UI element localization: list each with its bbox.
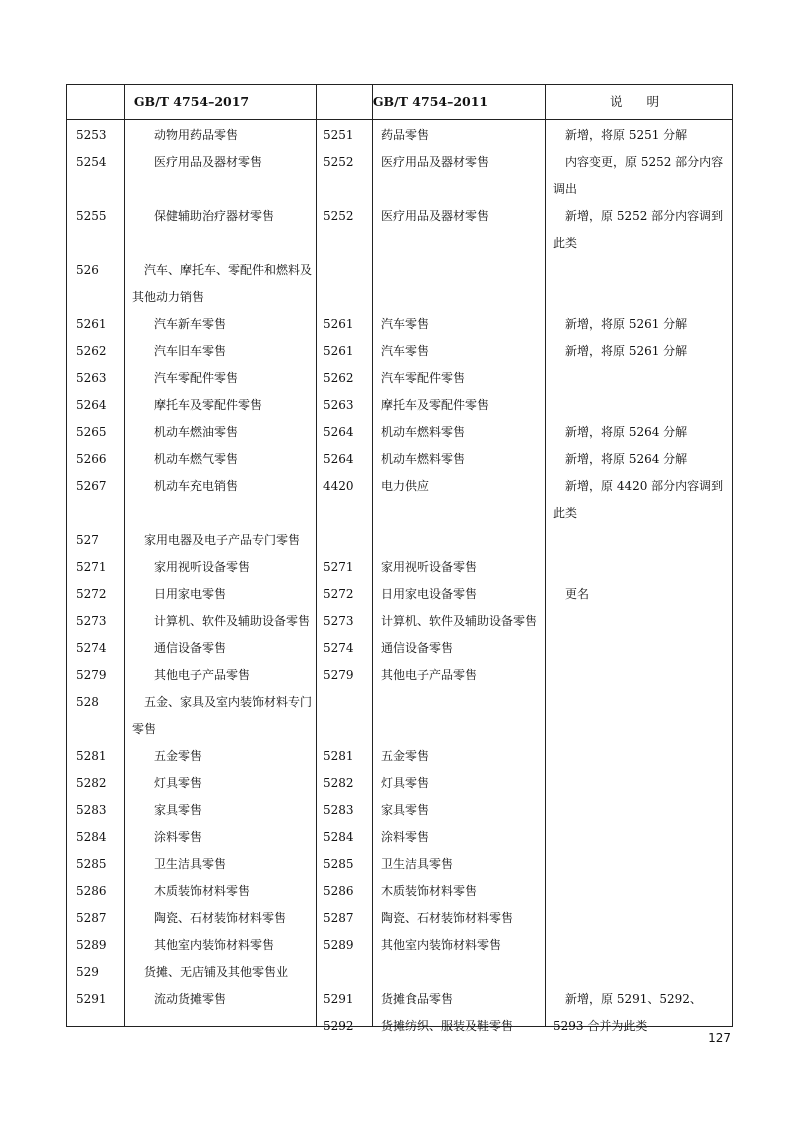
cell-code-2011: 5282 [323, 776, 354, 790]
cell-code-2011: 5279 [323, 668, 354, 682]
cell-code-2011: 5252 [323, 209, 354, 223]
cell-note: 新增，将原 5264 分解 [565, 425, 688, 439]
cell-code-2011: 5283 [323, 803, 354, 817]
cell-note: 新增，原 5252 部分内容调到此类 [553, 209, 724, 250]
cell-name-2011: 家用视听设备零售 [381, 560, 478, 574]
cell-code-2017: 529 [76, 965, 99, 979]
cell-code-2017: 5253 [76, 128, 107, 142]
cell-code-2017: 528 [76, 695, 99, 709]
cell-code-2017: 5272 [76, 587, 107, 601]
cell-note: 新增，将原 5264 分解 [565, 452, 688, 466]
cell-name-2011: 卫生洁具零售 [381, 857, 454, 871]
cell-name-2011: 其他电子产品零售 [381, 668, 478, 682]
cell-code-2017: 5286 [76, 884, 107, 898]
cell-code-2017: 5267 [76, 479, 107, 493]
cell-code-2017: 5254 [76, 155, 107, 169]
cell-code-2017: 5284 [76, 830, 107, 844]
cell-name-2011: 货摊食品零售 [381, 992, 454, 1006]
cell-name-2017: 五金零售 [154, 749, 203, 763]
page-number: 127 [708, 1031, 731, 1045]
cell-name-2011: 医疗用品及器材零售 [381, 155, 490, 169]
cell-name-2011: 汽车零配件零售 [381, 371, 466, 385]
cell-name-2017: 流动货摊零售 [154, 992, 227, 1006]
header-gb-2011: GB/T 4754–2011 [372, 94, 489, 109]
cell-code-2017: 5274 [76, 641, 107, 655]
cell-name-2011: 计算机、软件及辅助设备零售 [381, 614, 538, 628]
cell-code-2017: 5271 [76, 560, 107, 574]
cell-name-2011: 机动车燃料零售 [381, 452, 466, 466]
cell-name-2017: 汽车零配件零售 [154, 371, 239, 385]
cell-name-2017: 医疗用品及器材零售 [154, 155, 263, 169]
cell-code-2011: 5286 [323, 884, 354, 898]
cell-name-2011: 通信设备零售 [381, 641, 454, 655]
cell-code-2011: 5271 [323, 560, 354, 574]
cell-name-2011: 摩托车及零配件零售 [381, 398, 490, 412]
cell-name-2017: 货摊、无店铺及其他零售业 [144, 965, 289, 979]
cell-code-2011: 5281 [323, 749, 354, 763]
cell-code-2017: 5264 [76, 398, 107, 412]
cell-name-2011: 汽车零售 [381, 344, 430, 358]
cell-note: 新增，原 5291、5292、5293 合并为此类 [553, 992, 702, 1033]
cell-code-2011: 5264 [323, 452, 354, 466]
cell-code-2017: 5289 [76, 938, 107, 952]
cell-name-2017: 卫生洁具零售 [154, 857, 227, 871]
cell-name-2017: 机动车充电销售 [154, 479, 239, 493]
cell-name-2017: 汽车旧车零售 [154, 344, 227, 358]
cell-code-2017: 527 [76, 533, 99, 547]
cell-code-2011: 5252 [323, 155, 354, 169]
cell-code-2017: 5279 [76, 668, 107, 682]
cell-name-2011: 药品零售 [381, 128, 430, 142]
cell-name-2017: 计算机、软件及辅助设备零售 [154, 614, 311, 628]
cell-code-2017: 5273 [76, 614, 107, 628]
column-divider [124, 85, 125, 1026]
cell-name-2011: 家具零售 [381, 803, 430, 817]
cell-code-2017: 5291 [76, 992, 107, 1006]
cell-note: 新增，将原 5261 分解 [565, 317, 688, 331]
cell-code-2017: 5265 [76, 425, 107, 439]
header-note: 说 明 [610, 94, 669, 109]
cell-code-2011: 5285 [323, 857, 354, 871]
cell-code-2011: 5251 [323, 128, 354, 142]
cell-name-2017: 动物用药品零售 [154, 128, 239, 142]
cell-code-2017: 5263 [76, 371, 107, 385]
cell-name-2017: 灯具零售 [154, 776, 203, 790]
cell-name-2011: 医疗用品及器材零售 [381, 209, 490, 223]
cell-name-2017: 日用家电零售 [154, 587, 227, 601]
cell-name-2011: 电力供应 [381, 479, 430, 493]
cell-code-2017: 5261 [76, 317, 107, 331]
cell-code-2017: 5285 [76, 857, 107, 871]
header-gb-2017: GB/T 4754–2017 [133, 94, 250, 109]
cell-code-2017: 5283 [76, 803, 107, 817]
cell-code-2011: 5292 [323, 1019, 354, 1033]
column-divider [316, 85, 317, 1026]
cell-name-2017: 家具零售 [154, 803, 203, 817]
cell-name-2017: 五金、家具及室内装饰材料专门零售 [132, 695, 313, 736]
cell-code-2011: 5287 [323, 911, 354, 925]
cell-name-2017: 汽车、摩托车、零配件和燃料及其他动力销售 [132, 263, 313, 304]
cell-code-2011: 5284 [323, 830, 354, 844]
cell-name-2011: 木质装饰材料零售 [381, 884, 478, 898]
cell-note: 内容变更，原 5252 部分内容调出 [553, 155, 724, 196]
cell-name-2011: 汽车零售 [381, 317, 430, 331]
cell-name-2017: 家用电器及电子产品专门零售 [144, 533, 301, 547]
cell-name-2017: 其他电子产品零售 [154, 668, 251, 682]
cell-code-2017: 5281 [76, 749, 107, 763]
cell-note: 新增，将原 5251 分解 [565, 128, 688, 142]
cell-name-2017: 家用视听设备零售 [154, 560, 251, 574]
header-divider [67, 119, 732, 120]
cell-code-2017: 5262 [76, 344, 107, 358]
cell-name-2011: 日用家电设备零售 [381, 587, 478, 601]
cell-name-2011: 五金零售 [381, 749, 430, 763]
cell-code-2011: 5289 [323, 938, 354, 952]
cell-note: 新增，将原 5261 分解 [565, 344, 688, 358]
cell-code-2011: 5274 [323, 641, 354, 655]
cell-name-2017: 涂料零售 [154, 830, 203, 844]
cell-name-2017: 机动车燃油零售 [154, 425, 239, 439]
cell-code-2017: 5282 [76, 776, 107, 790]
cell-name-2017: 机动车燃气零售 [154, 452, 239, 466]
cell-code-2011: 5272 [323, 587, 354, 601]
cell-code-2017: 5287 [76, 911, 107, 925]
cell-code-2011: 5261 [323, 344, 354, 358]
cell-code-2017: 5255 [76, 209, 107, 223]
cell-code-2011: 5291 [323, 992, 354, 1006]
column-divider [372, 85, 373, 1026]
cell-note: 更名 [565, 587, 590, 601]
cell-code-2011: 5264 [323, 425, 354, 439]
cell-name-2011: 灯具零售 [381, 776, 430, 790]
cell-name-2017: 汽车新车零售 [154, 317, 227, 331]
cell-name-2017: 其他室内装饰材料零售 [154, 938, 275, 952]
cell-name-2011: 机动车燃料零售 [381, 425, 466, 439]
cell-code-2011: 5261 [323, 317, 354, 331]
cell-code-2011: 5262 [323, 371, 354, 385]
cell-name-2017: 陶瓷、石材装饰材料零售 [154, 911, 287, 925]
cell-name-2017: 木质装饰材料零售 [154, 884, 251, 898]
cell-name-2017: 通信设备零售 [154, 641, 227, 655]
cell-note: 新增，原 4420 部分内容调到此类 [553, 479, 724, 520]
cell-code-2017: 5266 [76, 452, 107, 466]
cell-name-2011: 货摊纺织、服装及鞋零售 [381, 1019, 514, 1033]
conversion-table [66, 84, 733, 1033]
cell-code-2011: 5273 [323, 614, 354, 628]
cell-name-2011: 涂料零售 [381, 830, 430, 844]
column-divider [545, 85, 546, 1026]
cell-name-2011: 其他室内装饰材料零售 [381, 938, 502, 952]
cell-name-2017: 摩托车及零配件零售 [154, 398, 263, 412]
cell-code-2011: 4420 [323, 479, 354, 493]
cell-name-2017: 保健辅助治疗器材零售 [154, 209, 275, 223]
cell-code-2011: 5263 [323, 398, 354, 412]
cell-code-2017: 526 [76, 263, 99, 277]
cell-name-2011: 陶瓷、石材装饰材料零售 [381, 911, 514, 925]
